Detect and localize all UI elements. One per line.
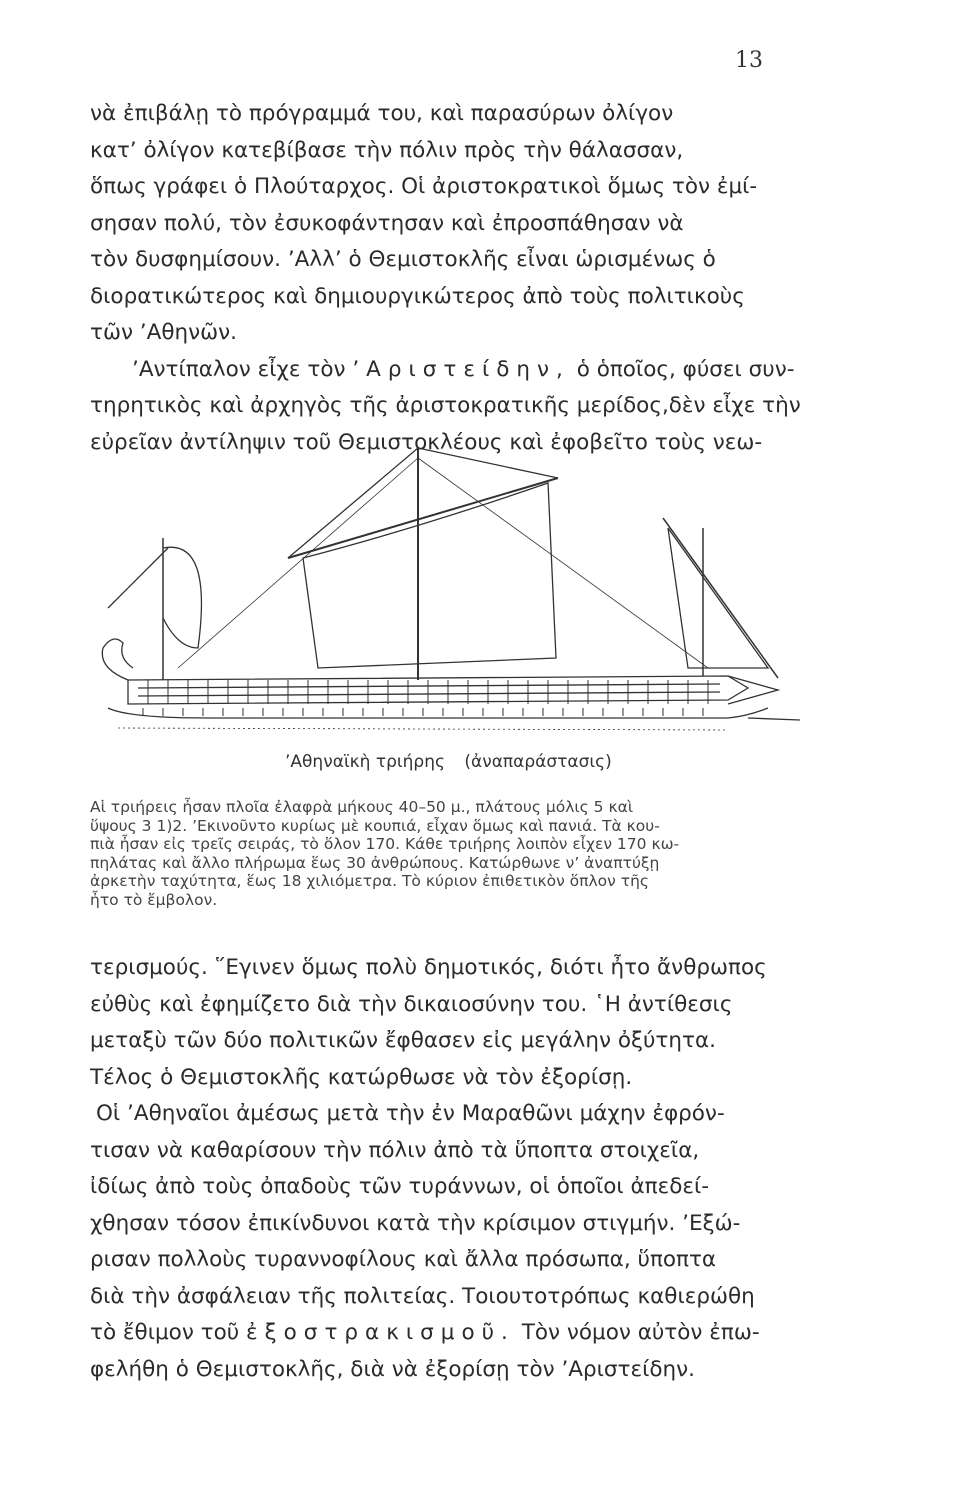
trireme-illustration — [88, 418, 828, 758]
main-stays — [288, 448, 558, 558]
text-line: μεταξὺ τῶν δύο πολιτικῶν ἔφθασεν εἰς μεγάλην ὀξύτητα. — [90, 1028, 716, 1053]
text-block-bottom — [90, 950, 810, 1388]
caption-title: ’Αθηναϊκὴ τριήρης — [285, 752, 445, 772]
text-span: ’Αντίπαλον εἶχε τὸν — [132, 356, 353, 382]
caption-line: ὕψους 3 1)2. ’Εκινοῦντο κυρίως μὲ κουπιά, εἶχαν ὅμως καὶ πανιά. Τὰ κου- — [90, 816, 660, 835]
caption-subtitle: (ἀναπαράστασις) — [464, 752, 612, 772]
text-line: διὰ τὴν ἀσφάλειαν τῆς πολιτείας. Τοιουτοτρόπως καθιερώθη — [90, 1283, 755, 1309]
main-yard — [288, 478, 558, 558]
text-line: Οἱ ’Αθηναῖοι ἀμέσως μετὰ τὴν ἐν Μαραθῶνι μάχην ἐφρόν- — [96, 1101, 725, 1126]
figure-caption-title — [285, 752, 612, 772]
text-line: ἰδίως ἀπὸ τοὺς ὀπαδοὺς τῶν τυράννων, οἱ ὁποῖοι ἀπεδεί- — [90, 1174, 710, 1199]
text-line — [90, 1315, 810, 1352]
text-line: διορατικώτερος καὶ δημιουργικώτερος ἀπὸ τοὺς πολιτικοὺς — [90, 283, 745, 309]
caption-line: Αἱ τριήρεις ἦσαν πλοῖα ἐλαφρὰ μήκους 40–50 μ., πλάτους μόλις 5 καὶ — [90, 798, 634, 816]
term-ostracism-spaced: ἐξοστρακισμοῦ. — [246, 1320, 515, 1345]
name-aristeides-spaced: ’Αριστείδην, — [352, 356, 570, 382]
hull-wale — [138, 692, 720, 696]
bow-yard — [663, 518, 778, 678]
rigging — [178, 458, 708, 668]
caption-line: ἦτο τὸ ἔμβολον. — [90, 890, 218, 909]
text-line: εὐρεῖαν ἀντίληψιν τοῦ Θεμιστοκλέους καὶ ἐφοβεῖτο τοὺς νεω- — [90, 429, 763, 455]
text-line: τῶν ’Αθηνῶν. — [90, 320, 237, 345]
text-line: Τέλος ὁ Θεμιστοκλῆς κατώρθωσε νὰ τὸν ἐξορίσῃ. — [90, 1064, 633, 1090]
text-line: τερισμούς. ῞Εγινεν ὅμως πολὺ δημοτικός, διότι ἦτο ἄνθρωπος — [90, 955, 767, 980]
main-sail — [303, 483, 556, 668]
caption-line: πιὰ ἦσαν εἰς τρεῖς σειράς, τὸ ὅλον 170. Κάθε τριήρης λοιπὸν εἶχεν 170 κω- — [90, 835, 680, 853]
text-line: τὸν δυσφημίσουν. ’Αλλ’ ὁ Θεμιστοκλῆς εἶναι ὡρισμένως ὁ — [90, 247, 716, 272]
stern-sail — [163, 547, 201, 648]
text-span: ὁ ὁποῖος, φύσει συν- — [569, 356, 795, 382]
text-line: ὅπως γράφει ὁ Πλούταρχος. Οἱ ἀριστοκρατικοὶ ὅμως τὸν ἐμί- — [90, 174, 758, 199]
text-line: κατ’ ὀλίγον κατεβίβασε τὴν πόλιν πρὸς τὴν θάλασσαν, — [90, 137, 684, 163]
caption-line: ἀρκετὴν ταχύτητα, ἕως 18 χιλιόμετρα. Τὸ κύριον ἐπιθετικὸν ὅπλον τῆς — [90, 872, 649, 890]
page-number: 13 — [735, 48, 763, 73]
text-line — [90, 352, 810, 389]
stern-post — [102, 639, 133, 680]
text-line: τηρητικὸς καὶ ἀρχηγὸς τῆς ἀριστοκρατικῆς μερίδος,δὲν εἶχε τὴν — [90, 393, 801, 418]
hull-side — [128, 676, 748, 704]
figure-caption-text — [90, 798, 810, 909]
trireme-drawing — [88, 418, 828, 758]
stern-yard — [108, 548, 168, 608]
text-line: ρισαν πολλοὺς τυραννοφίλους καὶ ἄλλα πρόσωπα, ὕποπτα — [90, 1247, 717, 1272]
hull-keel — [108, 708, 768, 718]
text-block-top — [90, 96, 810, 461]
bow-ram-tip — [748, 718, 800, 720]
text-span: Τὸν νόμον αὐτὸν ἐπω- — [514, 1320, 760, 1345]
text-line: νὰ ἐπιβάλῃ τὸ πρόγραμμά του, καὶ παρασύρων ὀλίγον — [90, 101, 674, 126]
text-line: σησαν πολύ, τὸν ἐσυκοφάντησαν καὶ ἐπροσπάθησαν νὰ — [90, 210, 684, 236]
text-span: τὸ ἔθιμον τοῦ — [90, 1320, 247, 1345]
text-line: χθησαν τόσον ἐπικίνδυνοι κατὰ τὴν κρίσιμον στιγμήν. ’Εξώ- — [90, 1210, 741, 1236]
text-line: φελήθη ὁ Θεμιστοκλῆς, διὰ νὰ ἐξορίσῃ τὸν ’Αριστείδην. — [90, 1356, 696, 1382]
bow-sail — [668, 528, 768, 668]
caption-line: πηλάτας καὶ ἄλλο πλήρωμα ἕως 30 ἀνθρώπους. Κατώρθωνε ν’ ἀναπτύξῃ — [90, 853, 660, 872]
text-line: τισαν νὰ καθαρίσουν τὴν πόλιν ἀπὸ τὰ ὕποπτα στοιχεῖα, — [90, 1137, 700, 1163]
hull-wale — [138, 684, 720, 688]
water-line — [118, 728, 728, 730]
text-line: εὐθὺς καὶ ἐφημίζετο διὰ τὴν δικαιοσύνην του. ῾Η ἀντίθεσις — [90, 991, 733, 1017]
